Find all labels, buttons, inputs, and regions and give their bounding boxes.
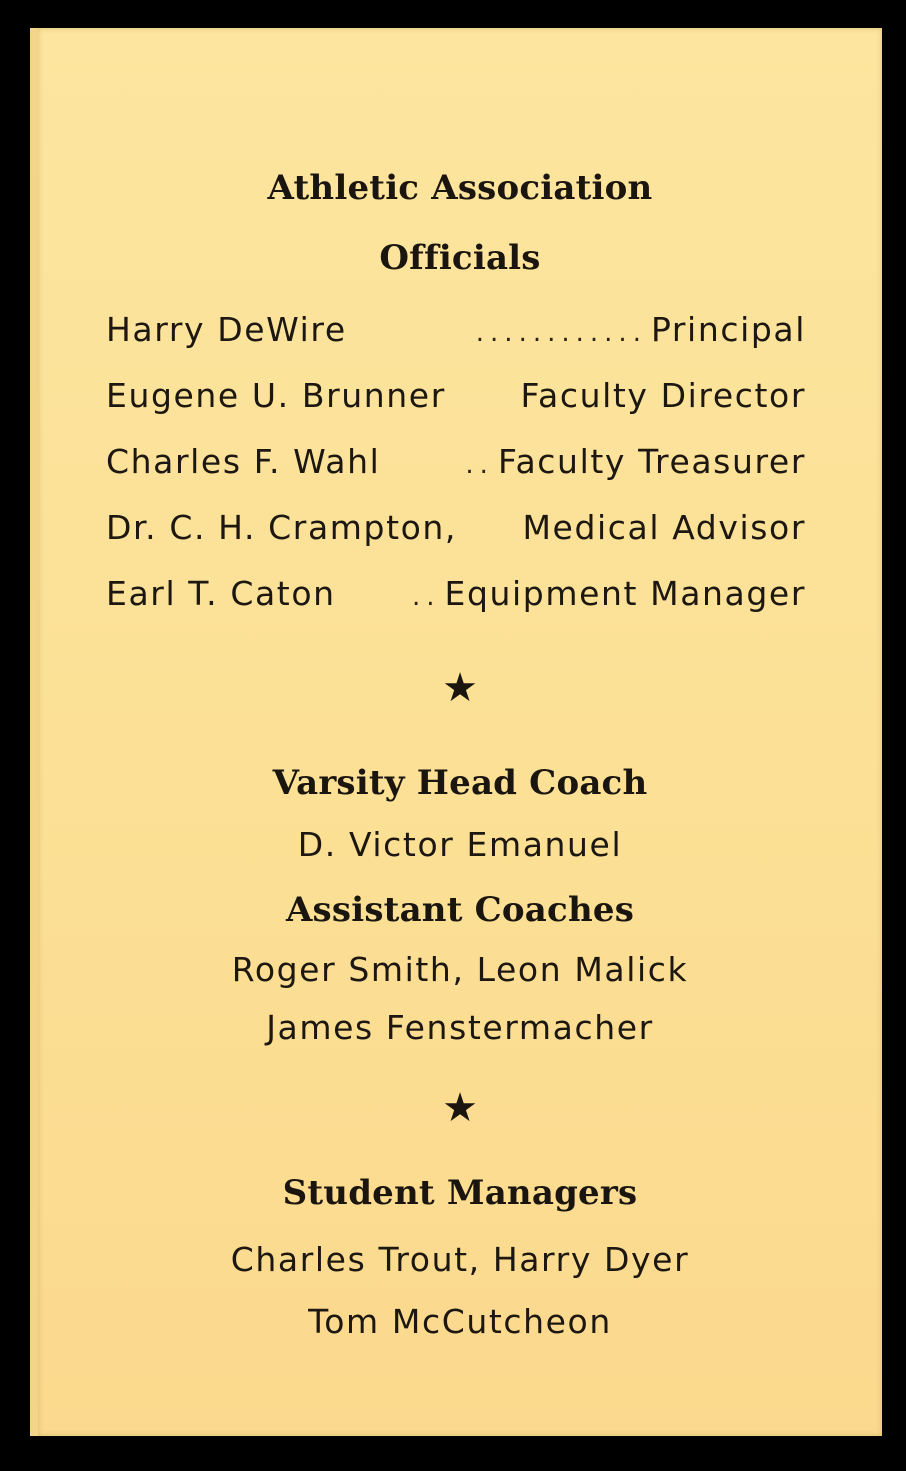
official-title: Faculty Treasurer	[497, 442, 806, 481]
official-title: Faculty Director	[520, 376, 806, 415]
official-row	[106, 574, 806, 613]
star-divider-icon: ★	[442, 1085, 478, 1131]
official-name: Harry DeWire	[106, 310, 347, 349]
student-managers-heading: Student Managers	[282, 1173, 638, 1213]
program-page	[30, 28, 882, 1436]
official-name: Charles F. Wahl	[106, 442, 381, 481]
leader-dots: ..	[465, 450, 494, 480]
official-row	[106, 442, 806, 481]
association-title-line1: Athletic Association	[267, 168, 653, 208]
head-coach-heading: Varsity Head Coach	[272, 763, 648, 803]
student-managers-line2: Tom McCutcheon	[308, 1302, 612, 1341]
star-divider-icon: ★	[442, 665, 478, 711]
official-name: Earl T. Caton	[106, 574, 336, 613]
official-row	[106, 310, 806, 349]
official-name: Dr. C. H. Crampton,	[106, 508, 458, 547]
assistant-coaches-line2: James Fenstermacher	[266, 1008, 654, 1047]
official-row	[106, 376, 806, 415]
assistant-coaches-line1: Roger Smith, Leon Malick	[231, 950, 689, 989]
leader-dots: ..	[411, 582, 441, 612]
assistant-coaches-heading: Assistant Coaches	[285, 890, 635, 930]
association-title-line2: Officials	[379, 238, 541, 278]
official-name: Eugene U. Brunner	[106, 376, 446, 415]
official-title: Medical Advisor	[522, 508, 806, 547]
official-row	[106, 508, 806, 547]
official-title: Equipment Manager	[444, 574, 806, 613]
leader-dots: ............	[475, 318, 647, 348]
head-coach-name: D. Victor Emanuel	[297, 825, 623, 864]
student-managers-line1: Charles Trout, Harry Dyer	[230, 1240, 690, 1279]
official-title: Principal	[650, 310, 806, 349]
